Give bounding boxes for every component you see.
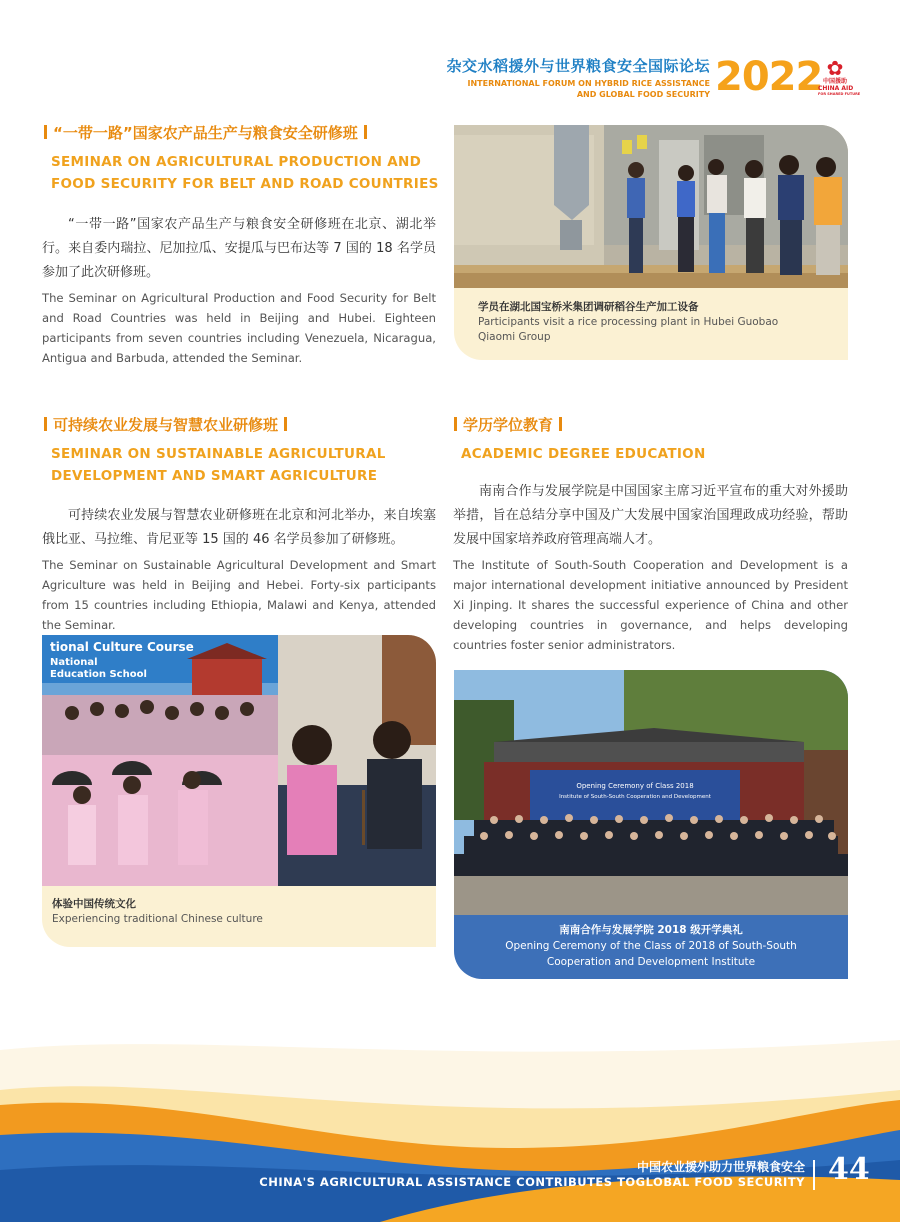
ceremony-photo: [454, 670, 848, 915]
rice-plant-caption-en: Participants visit a rice processing plant in Hubei Guobao Qiaomi Group: [478, 316, 779, 343]
forum-title-cn: 杂交水稻援外与世界粮食安全国际论坛: [446, 57, 710, 75]
section-degree-title-cn: [448, 414, 568, 435]
rice-plant-caption: [478, 300, 818, 345]
photo-card-culture: [42, 635, 436, 947]
culture-banner-line2: National: [50, 657, 98, 668]
culture-caption-cn: 体验中国传统文化: [52, 898, 136, 910]
year-digit: 2: [715, 54, 742, 100]
rice-plant-photo: [454, 125, 848, 288]
ceremony-caption: [474, 922, 828, 970]
title-text: 可持续农业发展与智慧农业研修班: [53, 416, 279, 434]
year-rest: 022: [741, 54, 823, 100]
forum-title-en: [467, 78, 710, 100]
culture-caption-en: Experiencing traditional Chinese culture: [52, 913, 263, 925]
ceremony-banner-line1: Opening Ceremony of Class 2018: [576, 782, 694, 790]
section-smart-agri-title-cn: [38, 414, 293, 435]
culture-photo: [42, 635, 436, 886]
section-degree-title-en: ACADEMIC DEGREE EDUCATION: [461, 446, 706, 462]
section-smart-agri-body-en: The Seminar on Sustainable Agricultural Development and Smart Agriculture was held in Beijing and Hebei. Forty-six participants from 15 countries including Ethiopia, Malawi and Kenya, attended the Seminar.: [42, 558, 436, 632]
forum-year: [715, 54, 822, 100]
ceremony-banner-line2: Institute of South-South Cooperation and Development: [559, 794, 711, 800]
photo-card-ceremony: [454, 670, 848, 979]
ceremony-caption-cn: 南南合作与发展学院 2018 级开学典礼: [559, 924, 743, 936]
footer-wave: [0, 1030, 900, 1222]
forum-title-en-line2: AND GLOBAL FOOD SECURITY: [576, 90, 710, 99]
footer-title-cn: 中国农业援外助力世界粮食安全: [636, 1160, 805, 1174]
footer-separator: [813, 1160, 815, 1190]
culture-caption: [52, 897, 412, 927]
section-belt-road-body-en: The Seminar on Agricultural Production and Food Security for Belt and Road Countries was held in Beijing and Hubei. Eighteen participants from seven countries including Venezuela, Nicaragua, Antigua and Barbuda, attended the Seminar.: [42, 291, 436, 365]
ceremony-caption-en: Opening Ceremony of the Class of 2018 of South-South Cooperation and Development Institute: [505, 940, 797, 968]
forum-title-en-line1: INTERNATIONAL FORUM ON HYBRID RICE ASSISTANCE: [467, 79, 710, 88]
logo-en: CHINA AID: [818, 85, 854, 92]
culture-banner-line1: tional Culture Course: [50, 640, 194, 654]
section-belt-road-title-en: SEMINAR ON AGRICULTURAL PRODUCTION AND FOOD SECURITY FOR BELT AND ROAD COUNTRIES: [51, 154, 439, 192]
section-belt-road-title-cn: [38, 122, 373, 143]
title-text: “一带一路”国家农产品生产与粮食安全研修班: [53, 124, 358, 142]
footer-title-en: CHINA'S AGRICULTURAL ASSISTANCE CONTRIBUTES TOGLOBAL FOOD SECURITY: [259, 1175, 805, 1189]
section-smart-agri-body-cn: 可持续农业发展与智慧农业研修班在北京和河北举办，来自埃塞俄比亚、马拉维、肯尼亚等 15 国的 46 名学员参加了研修班。: [42, 508, 436, 547]
section-belt-road-body-cn: “一带一路”国家农产品生产与粮食安全研修班在北京、湖北举行。来自委内瑞拉、尼加拉瓜、安提瓜与巴布达等 7 国的 18 名学员参加了此次研修班。: [42, 217, 436, 280]
culture-banner-line3: Education School: [50, 669, 147, 680]
section-smart-agri-title-en: SEMINAR ON SUSTAINABLE AGRICULTURAL DEVELOPMENT AND SMART AGRICULTURE: [51, 446, 386, 484]
section-degree-body-cn: 南南合作与发展学院是中国国家主席习近平宣布的重大对外援助举措，旨在总结分享中国及广大发展中国家治国理政成功经验，帮助发展中国家培养政府管理高端人才。: [453, 484, 848, 547]
logo-cn: 中国援助: [822, 78, 847, 85]
rice-plant-caption-cn: 学员在湖北国宝桥米集团调研稻谷生产加工设备: [478, 301, 699, 313]
page-number: 44: [828, 1152, 870, 1187]
china-aid-logo: [818, 56, 861, 97]
section-degree-body-en: The Institute of South-South Cooperation and Development is a major international development initiative announced by President Xi Jinping. It shares the successful experience of China and other developing countries in governance, and helps developing countries foster senior administrators.: [453, 558, 848, 652]
china-aid-emblem-icon: ✿: [826, 56, 844, 80]
photo-card-rice-plant: [454, 125, 848, 360]
logo-sub: FOR SHARED FUTURE: [818, 92, 861, 96]
title-text: 学历学位教育: [463, 416, 554, 434]
